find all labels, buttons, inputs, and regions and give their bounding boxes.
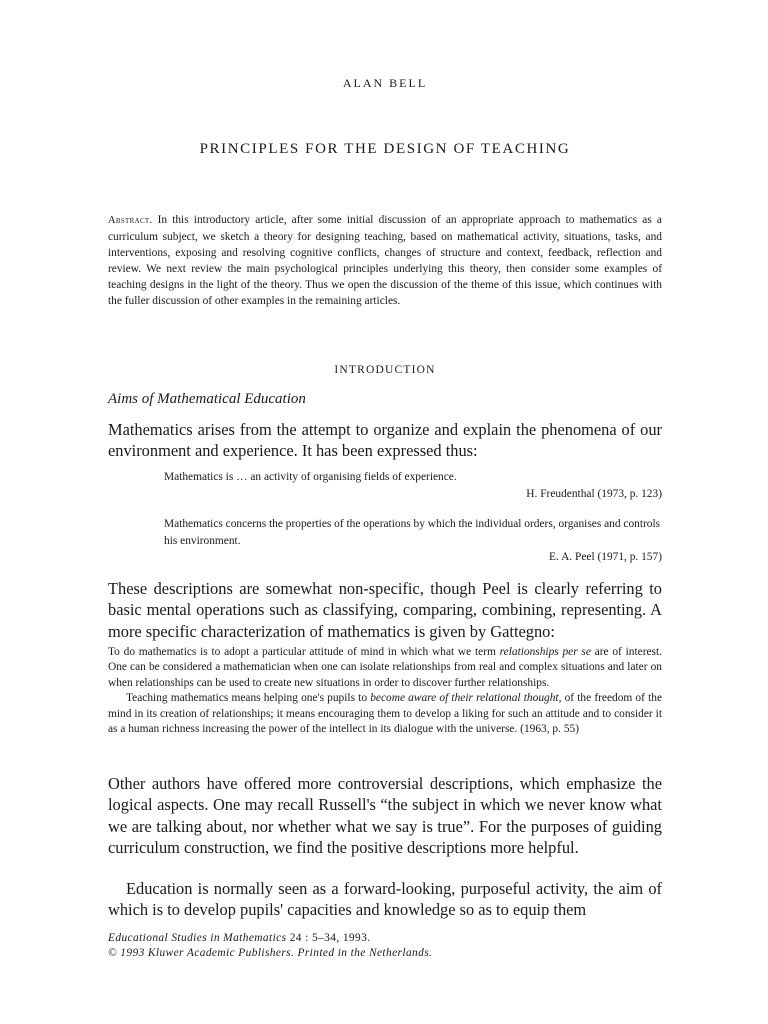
body-paragraph: Mathematics arises from the attempt to organize and explain the phenomena of our environment and experience. It has been expressed thus: <box>108 420 662 461</box>
abstract <box>108 212 662 310</box>
copyright-line: © 1993 Kluwer Academic Publishers. Printed in the Netherlands. <box>108 947 433 960</box>
body-paragraph: Education is normally seen as a forward-looking, purposeful activity, the aim of which is to develop pupils' capacities and knowledge so as to equip them <box>108 879 662 920</box>
subsection-heading: Aims of Mathematical Education <box>108 391 306 407</box>
block-quote-text: Teaching mathematics means helping one's pupils to <box>126 692 371 705</box>
journal-reference <box>108 931 662 946</box>
block-quote-paragraph <box>108 645 662 691</box>
section-heading: INTRODUCTION <box>334 364 436 376</box>
quote-citation: H. Freudenthal (1973, p. 123) <box>526 488 662 500</box>
abstract-label: Abstract. <box>108 215 153 226</box>
journal-name: Educational Studies in Mathematics <box>108 932 287 944</box>
block-quote-emphasis: relationships per se <box>499 646 591 658</box>
block-quote <box>108 645 662 737</box>
page-footer <box>108 931 662 962</box>
body-paragraph: These descriptions are somewhat non-specific, though Peel is clearly referring to basic mental operations such as classifying, comparing, combining, representing. A more specific characterization of mathematics is given by Gattegno: <box>108 579 662 641</box>
quote-citation: E. A. Peel (1971, p. 157) <box>549 551 662 563</box>
display-quote: Mathematics is … an activity of organising fields of experience. <box>164 471 457 483</box>
abstract-text: In this introductory article, after some initial discussion of an appropriate approach to mathematics as a curriculum subject, we sketch a theory for designing teaching, based on mathematical activity, situations, tasks, and interventions, exposing and resolving cognitive conflicts, changes of structure and context, feedback, reflection and review. We next review the main psychological principles underlying this theory, then consider some examples of teaching designs in the light of the theory. Thus we open the discussion of the theme of this issue, which continues with the fuller discussion of other examples in the remaining articles. <box>108 214 662 308</box>
block-quote-emphasis: become aware of their relational thought, <box>370 692 562 705</box>
block-quote-text: are of interest. One can be considered a mathematician when one can isolate relationships from real and complex situations and later on when relationships can be used to create new situations in order to discover further relationships. <box>108 646 662 689</box>
block-quote-text: To do mathematics is to adopt a particular attitude of mind in which what we term <box>108 646 500 658</box>
block-quote-text: of the freedom of the mind in its creation of relationships; it means encouraging them to develop a liking for such an attitude and to consider it as a human richness increasing the power of the intellect in its dialogue with the universe. (1963, p. 55) <box>108 692 663 736</box>
journal-pages: : 5–34, 1993. <box>305 932 371 944</box>
author-name: ALAN BELL <box>342 76 428 90</box>
display-quote: Mathematics concerns the properties of the operations by which the individual orders, organises and controls his environment. <box>164 518 661 547</box>
journal-volume: 24 <box>289 932 302 944</box>
article-title: PRINCIPLES FOR THE DESIGN OF TEACHING <box>199 141 571 157</box>
block-quote-paragraph <box>108 691 662 737</box>
body-paragraph: Other authors have offered more controversial descriptions, which emphasize the logical aspects. One may recall Russell's “the subject in which we never know what we are talking about, nor whether what we say is true”. For the purposes of guiding curriculum construction, we find the positive descriptions more helpful. <box>108 774 662 857</box>
